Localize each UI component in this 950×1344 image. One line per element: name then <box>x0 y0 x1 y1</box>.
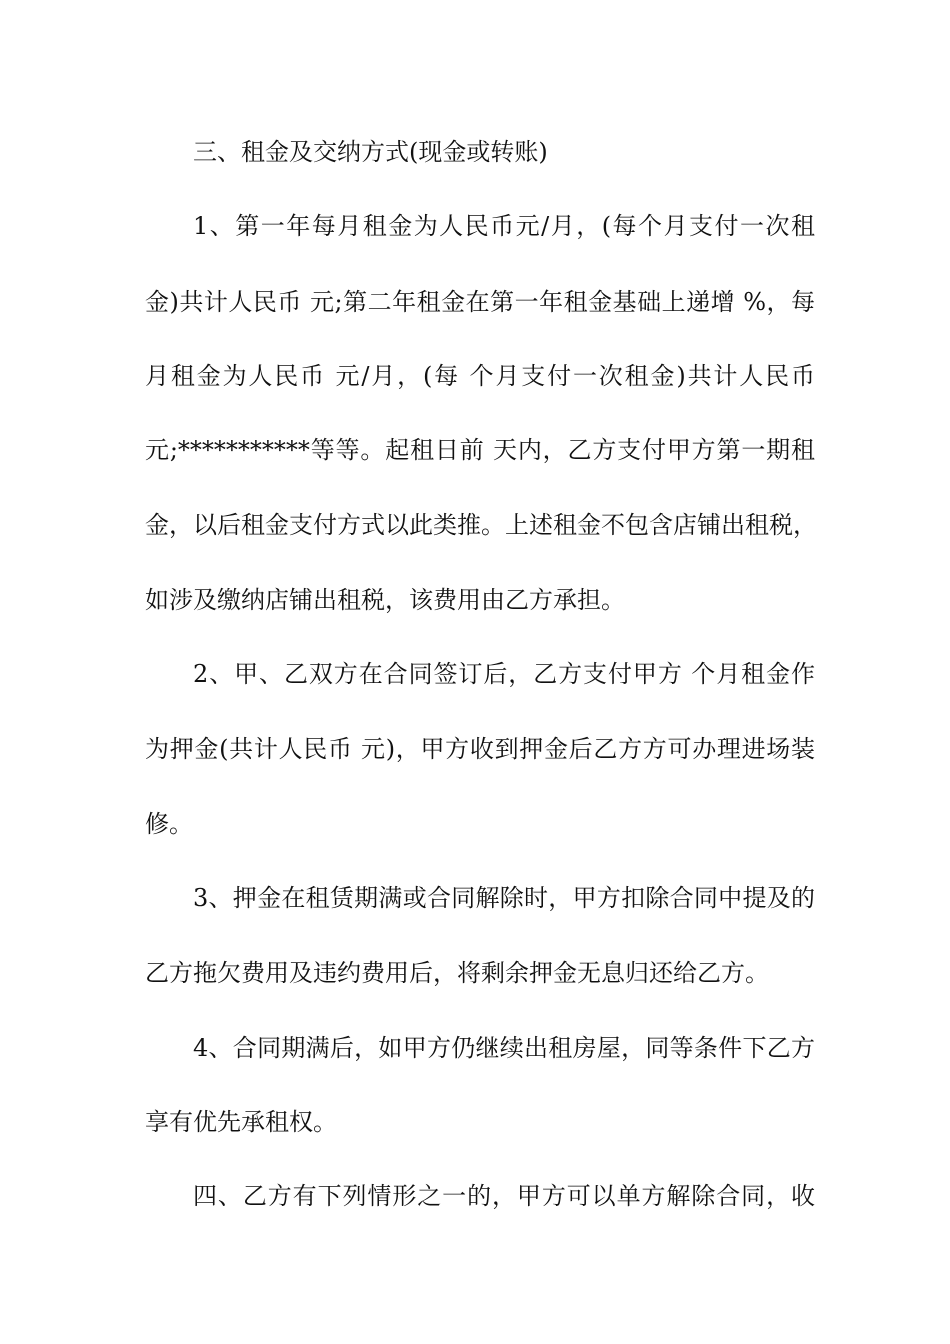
paragraph-line: 乙方拖欠费用及违约费用后，将剩余押金无息归还给乙方。 <box>145 959 769 987</box>
paragraph-line: 4、合同期满后，如甲方仍继续出租房屋，同等条件下乙方 <box>193 1034 815 1062</box>
paragraph-line: 月租金为人民币 元/月，(每 个月支付一次租金)共计人民币 <box>145 362 815 390</box>
paragraph-line: 金)共计人民币 元;第二年租金在第一年租金基础上递增 %，每 <box>145 288 815 316</box>
paragraph-line: 1、第一年每月租金为人民币元/月，(每个月支付一次租 <box>193 212 815 240</box>
paragraph-line: 修。 <box>145 810 193 838</box>
paragraph-line: 金，以后租金支付方式以此类推。上述租金不包含店铺出租税， <box>145 511 817 539</box>
paragraph-line: 如涉及缴纳店铺出租税，该费用由乙方承担。 <box>145 586 625 614</box>
paragraph-line: 3、押金在租赁期满或合同解除时，甲方扣除合同中提及的 <box>193 884 815 912</box>
paragraph-line: 元;***********等等。起租日前 天内，乙方支付甲方第一期租 <box>145 436 815 464</box>
section-heading-termination: 四、乙方有下列情形之一的，甲方可以单方解除合同，收 <box>193 1182 815 1210</box>
section-heading-rent-payment: 三、租金及交纳方式(现金或转账) <box>193 138 548 166</box>
paragraph-line: 2、甲、乙双方在合同签订后，乙方支付甲方 个月租金作 <box>193 660 815 688</box>
paragraph-line: 享有优先承租权。 <box>145 1108 337 1136</box>
paragraph-line: 为押金(共计人民币 元)，甲方收到押金后乙方方可办理进场装 <box>145 735 815 763</box>
